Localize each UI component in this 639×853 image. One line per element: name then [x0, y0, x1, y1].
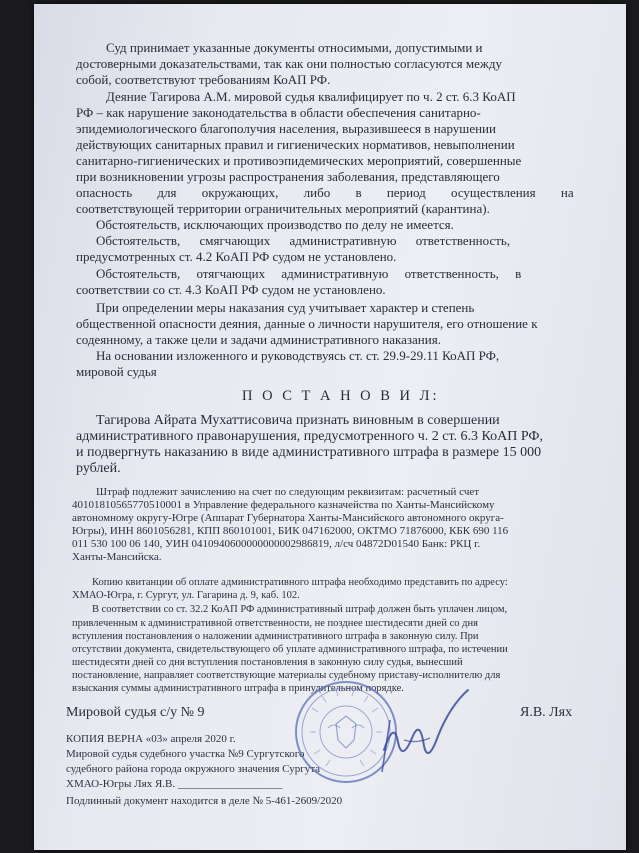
- text-line: административного правонарушения, предусмотренного ч. 2 ст. 6.3 КоАП РФ,: [76, 429, 543, 444]
- text-line: автономному округу-Югре (Аппарат Губернатора Ханты-Мансийского автономного округа-: [72, 512, 504, 524]
- text-line: Тагирова Айрата Мухаттисовича признать виновным в совершении: [96, 413, 500, 428]
- text-line: Штраф подлежит зачислению на счет по следующим реквизитам: расчетный счет: [96, 486, 480, 498]
- text-line: При определении меры наказания суд учитывает характер и степень: [96, 300, 475, 315]
- text-line: мировой судья: [76, 364, 157, 379]
- text-line: Копию квитанции об оплате административного штрафа необходимо представить по адресу:: [92, 577, 508, 588]
- text-line: соответствии со ст. 4.3 КоАП РФ судом не установлено.: [76, 282, 386, 297]
- text-line: Деяние Тагирова А.М. мировой судья квалифицирует по ч. 2 ст. 6.3 КоАП: [106, 89, 516, 104]
- text-line: Суд принимает указанные документы относимыми, допустимыми и: [106, 40, 483, 55]
- signature-image: [364, 680, 474, 780]
- text-line: действующих санитарных правил и гигиенических нормативов, невыполнении: [76, 137, 515, 152]
- text-line: 40101810565770510001 в Управление федерального казначейства по Ханты-Мансийскому: [72, 499, 495, 511]
- text-line: отсутствии документа, свидетельствующего об уплате административного штрафа, по истечении: [72, 644, 508, 655]
- text-line: соответствующей территории ограничительных мероприятий (карантина).: [76, 201, 490, 216]
- text-line: 011 530 100 06 140, УИН 0410940600000000002986819, л/сч 04872D01540 Банк: РКЦ г.: [72, 538, 481, 550]
- text-line: общественной опасности деяния, данные о личности нарушителя, его отношение к: [76, 316, 538, 331]
- text-line: Подлинный документ находится в деле № 5-461-2609/2020: [66, 795, 343, 807]
- document-page: [34, 4, 626, 850]
- text-line: Югры), ИНН 8601056281, КПП 860101001, БИК 047162000, ОКТМО 71876000, КБК 690 116: [72, 525, 509, 537]
- text-line: привлеченным к административной ответственности, не позднее шестидесяти дней со дня: [72, 618, 478, 629]
- text-line: взыскания суммы административного штрафа в принудительном порядке.: [72, 683, 404, 694]
- text-line: судебного района города окружного значения Сургута: [66, 763, 321, 775]
- text-line: при возникновении угрозы распространения заболевания, представляющего: [76, 169, 500, 184]
- text-line: Обстоятельств, смягчающих административную ответственность,: [96, 233, 511, 248]
- text-line: Обстоятельств, исключающих производство по делу не имеется.: [96, 217, 454, 232]
- text-line: шестидесяти дней со дня вступления постановления в законную силу судья, вынесший: [72, 657, 463, 668]
- copy-certified: КОПИЯ ВЕРНА «03» апреля 2020 г.: [66, 733, 236, 745]
- text-line: эпидемиологического благополучия населения, выразившееся в нарушении: [76, 121, 496, 136]
- text-line: содеянному, а также цели и задачи административного наказания.: [76, 332, 441, 347]
- text-line: опасность для окружающих, либо в период осуществления на: [76, 185, 574, 200]
- resolution-heading: П О С Т А Н О В И Л:: [242, 388, 440, 404]
- judge-position: Мировой судья с/у № 9: [66, 705, 205, 720]
- text-line: В соответствии со ст. 32.2 КоАП РФ административный штраф должен быть уплачен лицом,: [92, 604, 508, 615]
- text-line: рублей.: [76, 461, 121, 476]
- judge-name: Я.В. Лях: [520, 705, 573, 720]
- text-line: предусмотренных ст. 4.2 КоАП РФ судом не установлено.: [76, 249, 397, 264]
- text-line: постановление, направляет соответствующие материалы судебному приставу-исполнителю для: [72, 670, 501, 681]
- text-line: РФ – как нарушение законодательства в области обеспечения санитарно-: [76, 105, 481, 120]
- text-line: Обстоятельств, отягчающих административную ответственность, в: [96, 266, 522, 281]
- text-line: собой, соответствуют требованиям КоАП РФ.: [76, 72, 331, 87]
- text-line: и подвергнуть наказанию в виде административного штрафа в размере 15 000: [76, 445, 542, 460]
- text-line: достоверными доказательствами, так как они полностью согласуются между: [76, 56, 502, 71]
- text-line: ХМАО-Югры Лях Я.В. ___________________: [66, 778, 283, 790]
- text-line: Мировой судья судебного участка №9 Сургутского: [66, 748, 305, 760]
- text-line: ХМАО-Югра, г. Сургут, ул. Гагарина д. 9, каб. 102.: [72, 590, 300, 601]
- text-line: Ханты-Мансийска.: [72, 551, 162, 563]
- text-line: вступления постановления о наложении административного штрафа в законную силу. При: [72, 631, 479, 642]
- text-line: санитарно-гигиенических и противоэпидемических мероприятий, совершенные: [76, 153, 522, 168]
- text-line: На основании изложенного и руководствуясь ст. ст. 29.9-29.11 КоАП РФ,: [96, 348, 500, 363]
